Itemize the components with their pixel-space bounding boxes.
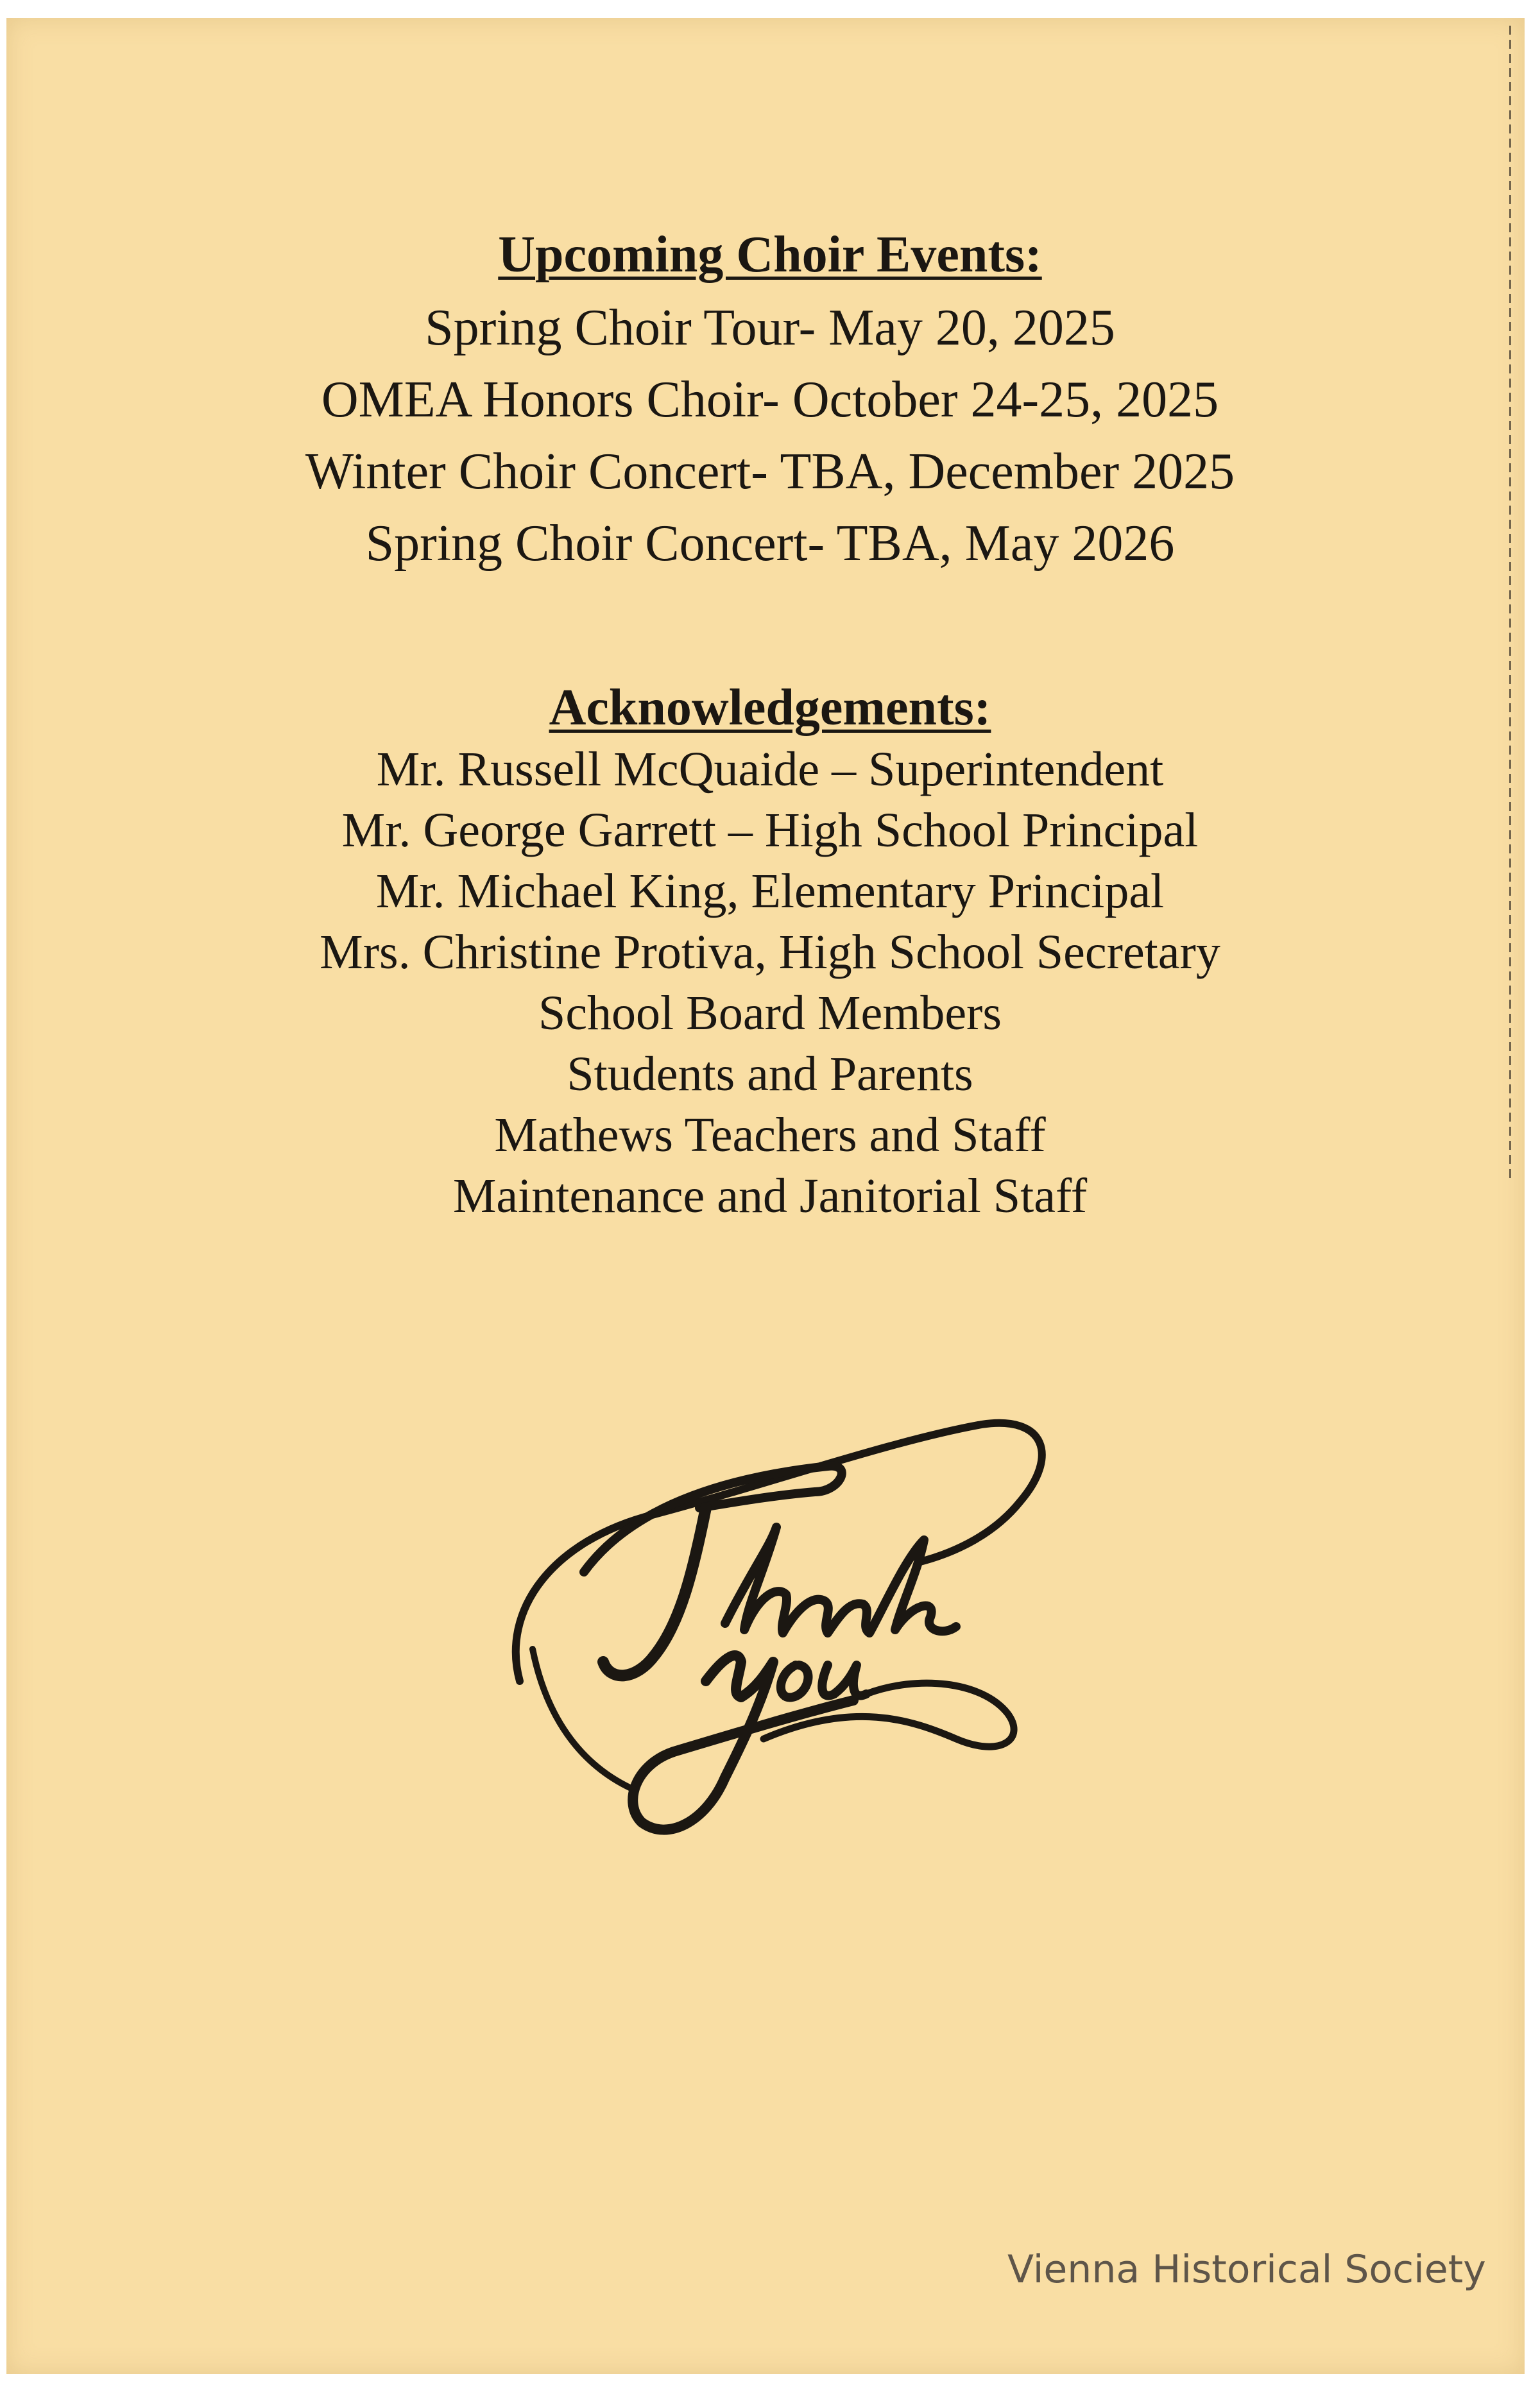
event-item: Winter Choir Concert- TBA, December 2025 <box>305 443 1235 500</box>
acknowledgement-item: Mr. Michael King, Elementary Principal <box>375 864 1165 918</box>
acknowledgements-list <box>0 739 1540 1227</box>
acknowledgement-item: School Board Members <box>538 986 1002 1040</box>
thank-you-script-icon <box>494 1380 1059 1867</box>
acknowledgement-item: Mrs. Christine Protiva, High School Secretary <box>320 925 1220 979</box>
acknowledgement-item: Maintenance and Janitorial Staff <box>452 1169 1088 1223</box>
upcoming-events-list <box>0 292 1540 579</box>
event-item: OMEA Honors Choir- October 24-25, 2025 <box>321 372 1219 428</box>
event-item: Spring Choir Concert- TBA, May 2026 <box>365 515 1175 572</box>
upcoming-events-heading: Upcoming Choir Events: <box>498 227 1042 283</box>
acknowledgement-item: Students and Parents <box>567 1047 973 1101</box>
acknowledgement-item: Mr. George Garrett – High School Principal <box>341 803 1199 857</box>
acknowledgement-item: Mr. Russell McQuaide – Superintendent <box>376 742 1164 796</box>
event-item: Spring Choir Tour- May 20, 2025 <box>425 300 1115 356</box>
acknowledgement-item: Mathews Teachers and Staff <box>494 1108 1046 1162</box>
acknowledgements-heading: Acknowledgements: <box>549 680 991 736</box>
watermark: Vienna Historical Society <box>1007 2247 1486 2292</box>
